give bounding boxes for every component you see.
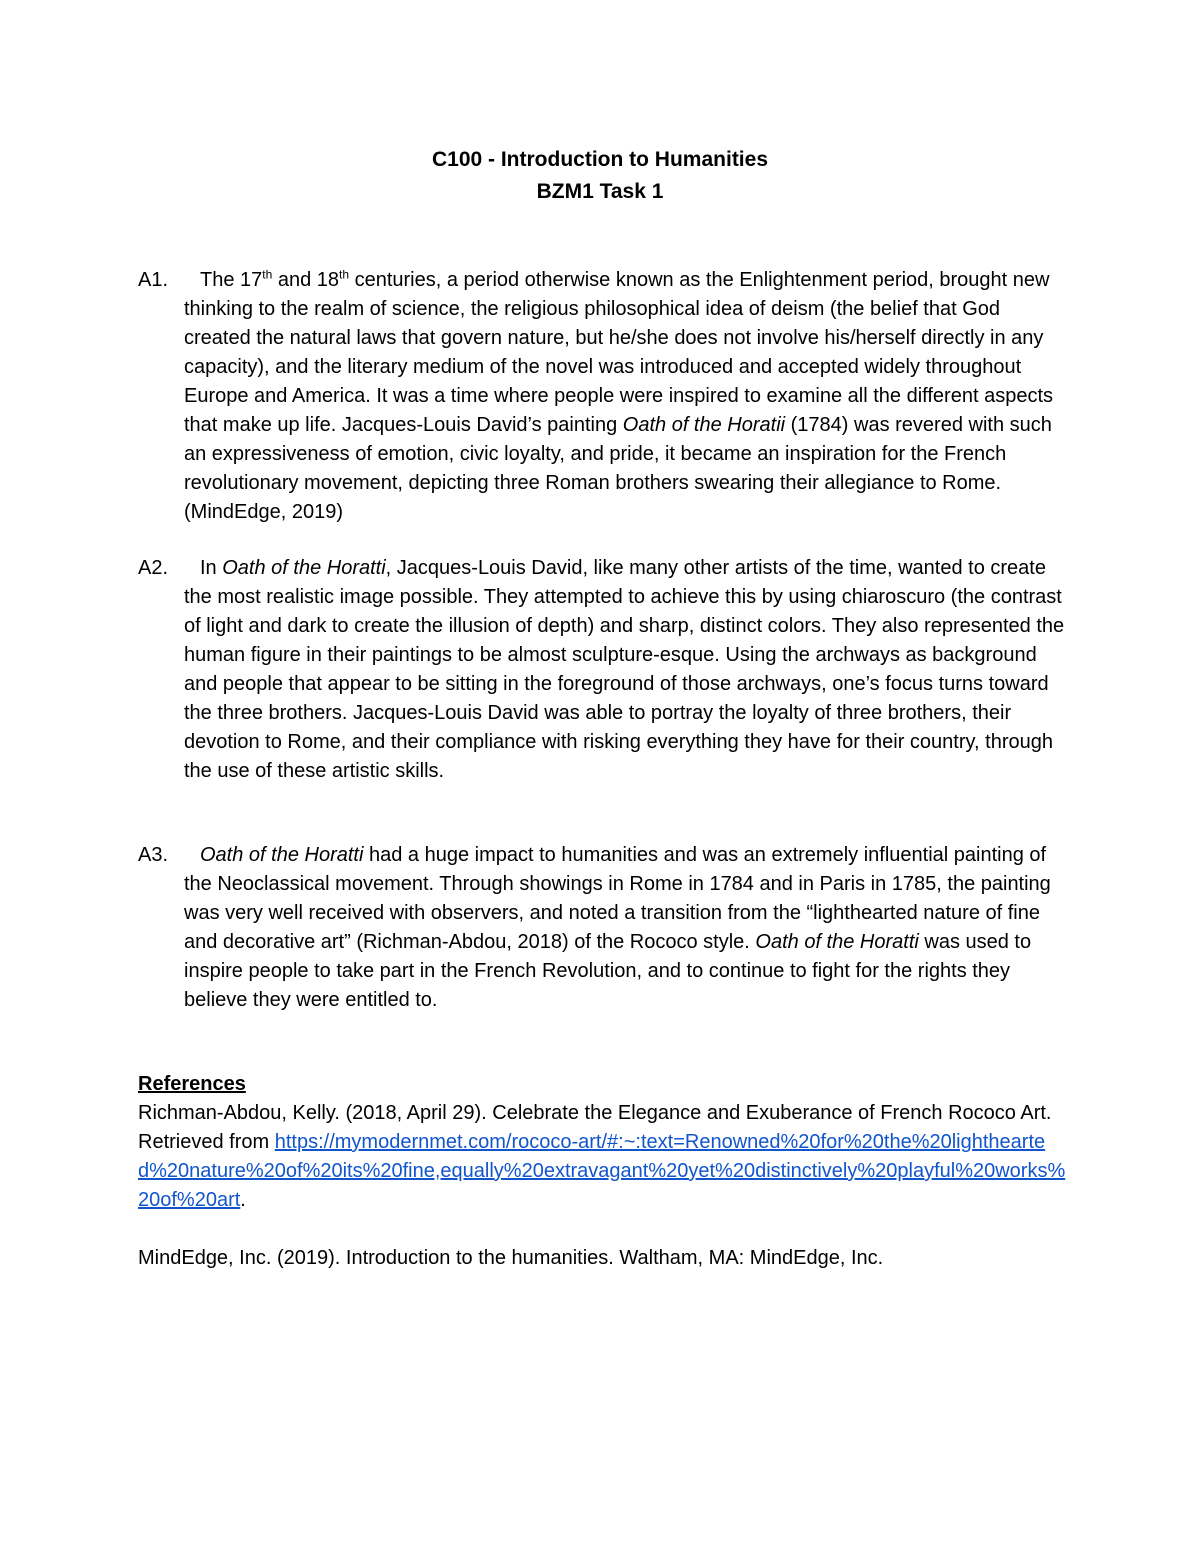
text-run: was used to inspire people to take part in the French Revolution, and to continue to fight for the rights they believe they were entitled to. bbox=[184, 931, 1032, 1011]
reference-link[interactable]: https://mymodernmet.com/rococo-art/#:~:text=Renowned%20for%20the%20lighthearted%20nature%20of%20its%20fine,equally%20extravagant%20yet%20distinctively%20playful%20works%20of%20art bbox=[138, 1131, 1066, 1211]
text-run: centuries, a period otherwise known as the Enlightenment period, brought new thinking to the realm of science, the religious philosophical idea of deism (the belief that God created the natural laws that govern nature, but he/she does not involve his/herself directly in any capacity), and the literary medium of the novel was introduced and accepted widely throughout Europe and America. It was a time where people were inspired to examine all the different aspects that make up life. Jacques-Louis David’s painting bbox=[184, 269, 1053, 436]
section-marker: A1. bbox=[138, 269, 169, 291]
document-subtitle: BZM1 Task 1 bbox=[536, 180, 664, 203]
italic-title: Oath of the Horatti bbox=[755, 931, 919, 953]
text-run: had a huge impact to humanities and was an extremely influential painting of the Neoclassical movement. Through showings in Rome in 1784 and in Paris in 1785, the painting was very well received with observers, and noted a transition from the “lighthearted nature of fine and decorative art” (Richman-Abdou, 2018) of the Rococo style. bbox=[184, 844, 1051, 953]
references-section bbox=[138, 1070, 1068, 1273]
text-run: In bbox=[200, 557, 223, 579]
text-run: The 17 bbox=[200, 269, 263, 291]
reference-text: MindEdge, Inc. (2019). Introduction to the humanities. Waltham, MA: MindEdge, Inc. bbox=[138, 1247, 884, 1269]
italic-title: Oath of the Horatii bbox=[622, 414, 786, 436]
text-run: (1784) was revered with such an expressiveness of emotion, civic loyalty, and pride, it became an inspiration for the French revolutionary movement, depicting three Roman brothers swearing their allegiance to Rome. (MindEdge, 2019) bbox=[184, 414, 1052, 523]
section-a1 bbox=[138, 266, 1068, 527]
section-paragraph bbox=[184, 841, 1068, 1015]
section-body bbox=[184, 266, 1068, 527]
superscript: th bbox=[339, 267, 350, 282]
section-paragraph bbox=[184, 554, 1068, 786]
section-marker: A2. bbox=[138, 557, 169, 579]
reference-entry bbox=[138, 1099, 1068, 1215]
section-a2 bbox=[138, 554, 1068, 786]
section-paragraph bbox=[184, 266, 1068, 527]
italic-title: Oath of the Horatti bbox=[200, 844, 364, 866]
section-marker: A3. bbox=[138, 844, 169, 866]
references-heading: References bbox=[138, 1073, 246, 1095]
reference-text: Richman-Abdou, Kelly. (2018, April 29). Celebrate the Elegance and Exuberance of French Rococo Art. Retrieved from bbox=[138, 1102, 1052, 1153]
italic-title: Oath of the Horatti bbox=[222, 557, 386, 579]
section-a3 bbox=[138, 841, 1068, 1015]
text-run: and 18 bbox=[272, 269, 340, 291]
document-title: C100 - Introduction to Humanities bbox=[431, 148, 769, 171]
reference-end: . bbox=[240, 1189, 246, 1211]
text-run: , Jacques-Louis David, like many other artists of the time, wanted to create the most realistic image possible. They attempted to achieve this by using chiaroscuro (the contrast of light and dark to create the illusion of depth) and sharp, distinct colors. They also represented the human figure in their paintings to be almost sculpture-esque. Using the archways as background and people that appear to be sitting in the foreground of those archways, one’s focus turns toward the three brothers. Jacques-Louis David was able to portray the loyalty of three brothers, their devotion to Rome, and their compliance with risking everything they have for their country, through the use of these artistic skills. bbox=[184, 557, 1065, 782]
reference-entry bbox=[138, 1244, 1068, 1273]
title-block bbox=[0, 144, 1200, 208]
section-body bbox=[184, 841, 1068, 1015]
superscript: th bbox=[262, 267, 273, 282]
section-body bbox=[184, 554, 1068, 786]
